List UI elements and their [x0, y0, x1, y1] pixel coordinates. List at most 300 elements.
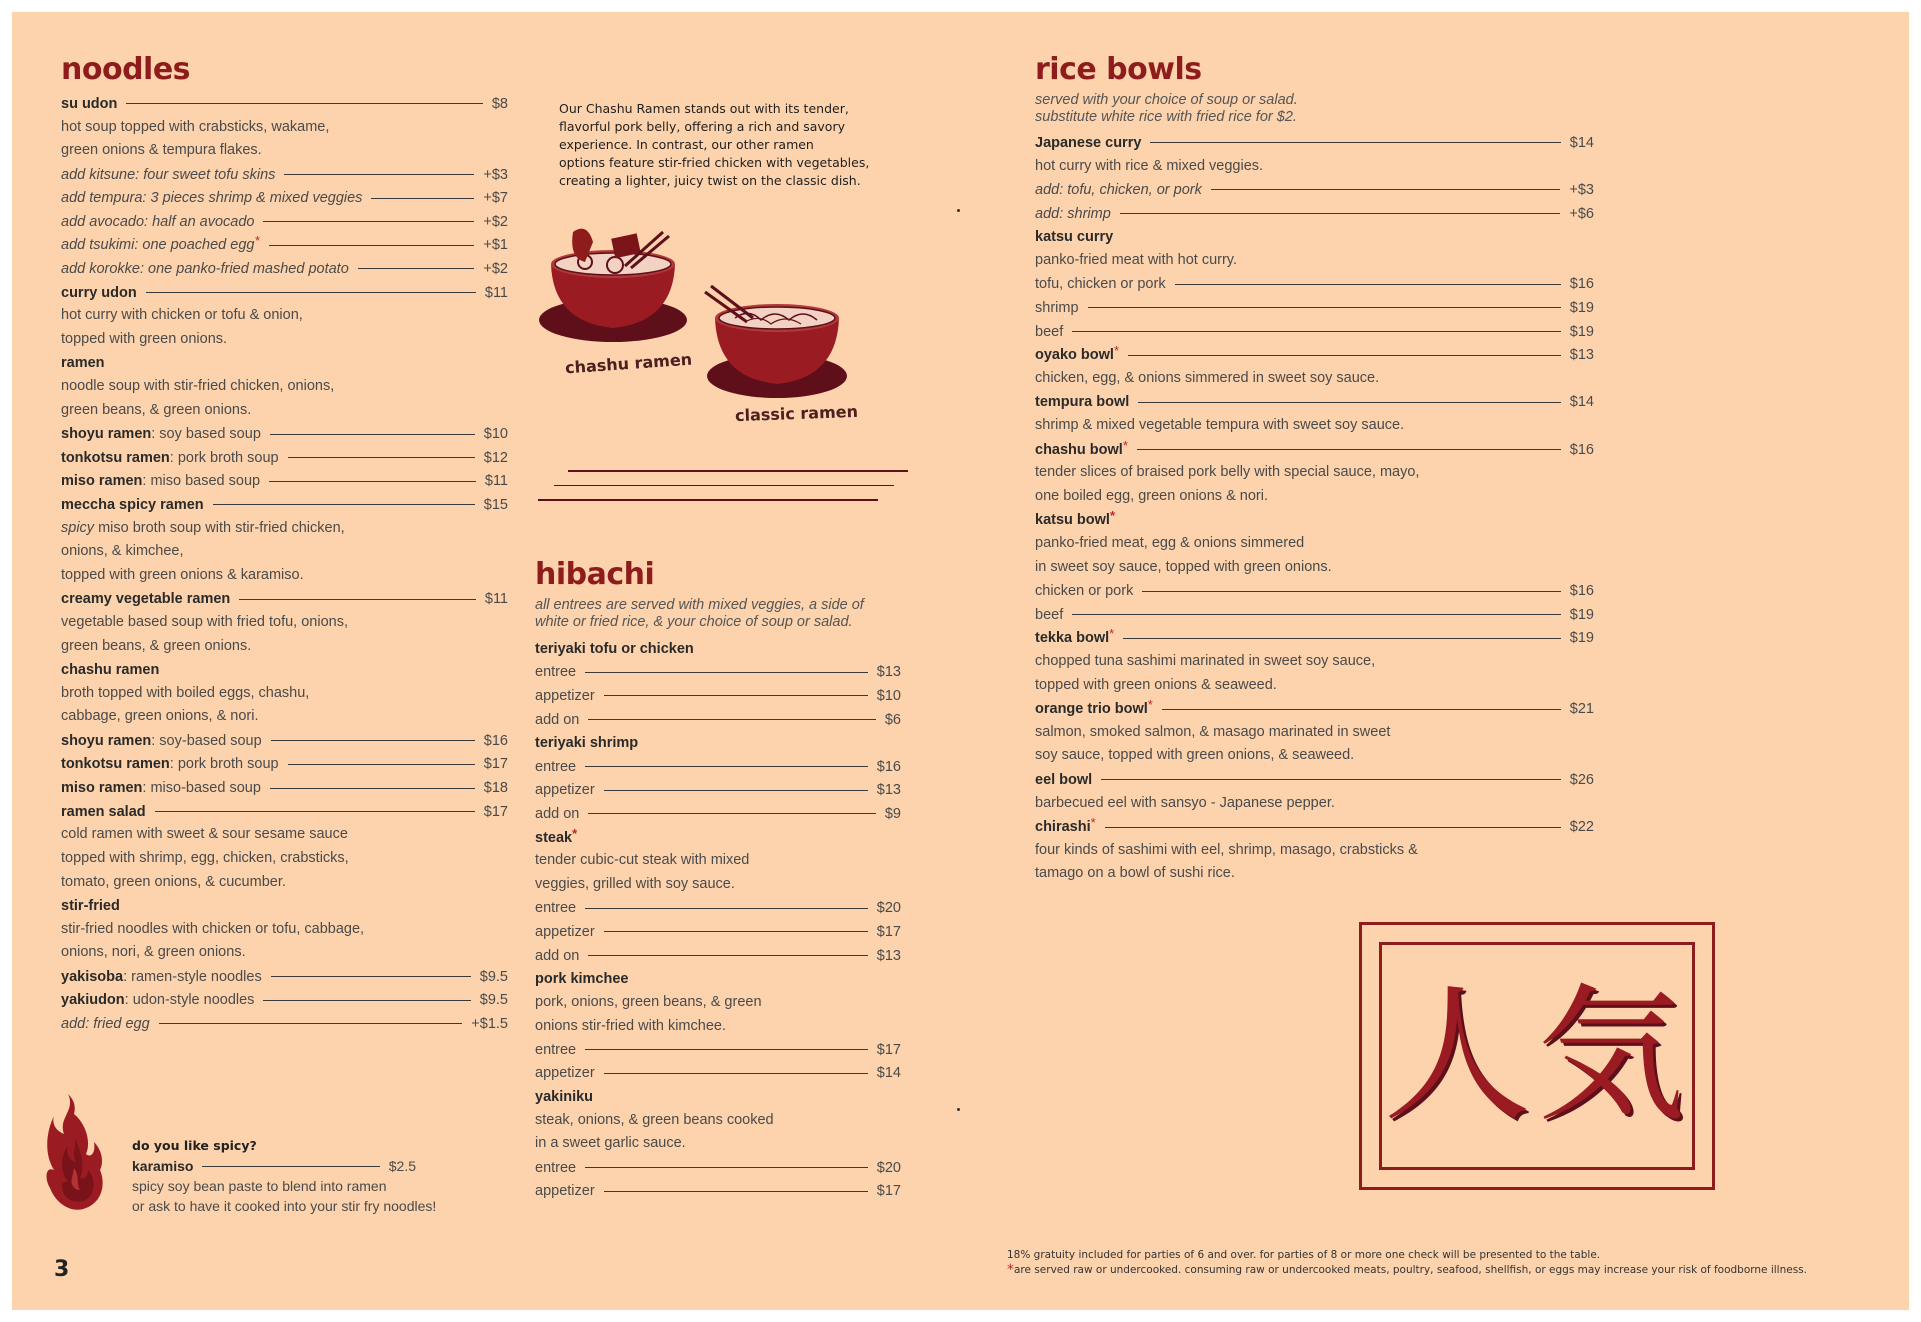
- item-name: [1035, 206, 1111, 222]
- raw-asterisk-icon: *: [254, 233, 260, 249]
- item-price: $20: [876, 1159, 901, 1176]
- item-name: [535, 924, 595, 940]
- item-name: [61, 898, 120, 914]
- item-name-text: add on: [535, 805, 580, 822]
- item-name-text: add: tofu, chicken, or pork: [1035, 181, 1202, 198]
- item-price: +$3: [483, 166, 508, 183]
- intro-line: options feature stir-fried chicken with vegetables,: [559, 155, 870, 170]
- item-price: $11: [484, 284, 508, 301]
- leader-line: [1120, 213, 1561, 214]
- classic-ramen-label: classic ramen: [734, 401, 859, 426]
- item-description: green onions & tempura flakes.: [61, 142, 262, 159]
- item-subtitle: : miso based soup: [142, 473, 261, 490]
- item-name: [535, 782, 595, 798]
- item-description: onions stir-fried with kimchee.: [535, 1017, 726, 1034]
- menu-item-add-on: [535, 802, 901, 826]
- item-description: stir-fried noodles with chicken or tofu, cabbage,: [61, 920, 365, 937]
- item-name-bold: creamy vegetable ramen: [61, 591, 231, 608]
- page-number: 3: [54, 1257, 70, 1282]
- menu-item-shoyu-ramen: [61, 422, 508, 446]
- menu-item-chashu-ramen: [61, 658, 508, 682]
- item-name-bold: yakiudon: [61, 992, 125, 1009]
- leader-line: [1072, 331, 1561, 332]
- item-name-text: beef: [1035, 606, 1064, 623]
- item-name-text: add korokke: one panko-fried mashed potato: [61, 260, 349, 277]
- item-description: cold ramen with sweet & sour sesame sauce: [61, 826, 348, 843]
- leader-line: [288, 764, 475, 765]
- item-description: panko-fried meat, egg & onions simmered: [1035, 535, 1305, 552]
- flame-icon: [46, 1092, 106, 1214]
- leader-line: [1088, 307, 1561, 308]
- item-price: $10: [483, 426, 508, 443]
- item-price: $14: [876, 1065, 901, 1082]
- leader-line: [146, 292, 476, 293]
- leader-line: [1137, 449, 1561, 450]
- item-name: [61, 591, 230, 607]
- item-description: four kinds of sashimi with eel, shrimp, masago, crabsticks &: [1035, 841, 1418, 858]
- item-name-text: appetizer: [535, 923, 595, 940]
- item-description: hot curry with rice & mixed veggies.: [1035, 157, 1264, 174]
- intro-line: Our Chashu Ramen stands out with its tender,: [559, 101, 849, 116]
- leader-line: [585, 1049, 868, 1050]
- menu-item-katsu-curry: [1035, 225, 1594, 249]
- leader-line: [358, 268, 475, 269]
- item-name: [535, 948, 579, 964]
- menu-item-miso-ramen: [61, 470, 508, 494]
- raw-asterisk-icon: *: [1147, 697, 1153, 713]
- item-name: [61, 780, 261, 796]
- item-description: green beans, & green onions.: [61, 637, 252, 654]
- item-name: [535, 1089, 593, 1105]
- item-description: chopped tuna sashimi marinated in sweet soy sauce,: [1035, 653, 1376, 670]
- item-description: green beans, & green onions.: [61, 401, 252, 418]
- leader-line: [269, 481, 476, 482]
- menu-item-ramen: [61, 352, 508, 376]
- rice-bowls-title: rice bowls: [1035, 52, 1202, 87]
- raw-warning: [1007, 1263, 1807, 1278]
- item-name-bold: ramen salad: [61, 803, 146, 820]
- menu-item-chicken-or-pork: [1035, 579, 1594, 603]
- item-price: $13: [1569, 347, 1594, 364]
- menu-item-entree: [535, 1156, 901, 1180]
- item-name-text: entree: [535, 900, 577, 917]
- item-name-bold: tekka bowl: [1035, 630, 1110, 647]
- item-description: steak, onions, & green beans cooked: [535, 1111, 774, 1128]
- item-name-text: add on: [535, 947, 580, 964]
- item-name-text: steak: [535, 829, 573, 846]
- item-description: one boiled egg, green onions & nori.: [1035, 487, 1268, 504]
- ramen-intro: [559, 100, 919, 190]
- item-price: +$3: [1569, 181, 1594, 198]
- item-name-text: beef: [1035, 323, 1064, 340]
- leader-line: [585, 1167, 868, 1168]
- item-description: tamago on a bowl of sushi rice.: [1035, 865, 1235, 882]
- leader-line: [604, 1073, 868, 1074]
- leader-line: [1138, 402, 1561, 403]
- item-description: vegetable based soup with fried tofu, onions,: [61, 614, 348, 631]
- menu-item-yakiniku: [535, 1085, 901, 1109]
- leader-line: [126, 103, 482, 104]
- item-name: [535, 688, 595, 704]
- item-name-text: entree: [535, 664, 577, 681]
- leader-line: [585, 672, 868, 673]
- menu-item-curry-udon: [61, 281, 508, 305]
- item-price: $16: [1569, 441, 1594, 458]
- item-price: $13: [876, 664, 901, 681]
- ramen-bowls-illustration: [539, 222, 919, 432]
- item-name-bold: tonkotsu ramen: [61, 449, 170, 466]
- hibachi-note-2: white or fried rice, & your choice of soup or salad.: [535, 614, 853, 630]
- item-description: topped with shrimp, egg, chicken, crabsticks,: [61, 850, 349, 866]
- item-name-text: appetizer: [535, 782, 595, 799]
- raw-asterisk-icon: *: [1109, 508, 1115, 524]
- raw-warning-text: are served raw or undercooked. consuming raw or undercooked meats, poultry, seafood, shellfish, or eggs may increase your risk of foodborne illness.: [1014, 1264, 1807, 1276]
- item-price: $6: [884, 711, 901, 728]
- item-price: $17: [483, 803, 508, 820]
- dot: [957, 1108, 960, 1111]
- footer-notes: [1007, 1248, 1807, 1278]
- menu-item-add-tempura-3-pieces-shrimp-mixed-veggies: [61, 186, 508, 210]
- item-name: [1035, 229, 1113, 245]
- item-name: [1035, 508, 1115, 529]
- item-price: $9: [884, 805, 901, 822]
- item-description: onions, nori, & green onions.: [61, 944, 246, 961]
- item-price: $19: [1569, 299, 1594, 316]
- item-name-bold: tempura bowl: [1035, 394, 1130, 411]
- item-name-bold: miso ramen: [61, 473, 143, 490]
- item-name-text: katsu bowl: [1035, 512, 1110, 529]
- item-price: $13: [876, 782, 901, 799]
- item-description: topped with green onions & seaweed.: [1035, 676, 1277, 693]
- item-name: [61, 992, 254, 1008]
- raw-asterisk-icon: *: [572, 825, 578, 841]
- item-name-bold: tonkotsu ramen: [61, 756, 170, 773]
- item-name: [535, 1065, 595, 1081]
- menu-item-entree: [535, 661, 901, 685]
- item-price: $17: [876, 923, 901, 940]
- item-subtitle: : miso-based soup: [142, 780, 261, 797]
- item-name: [535, 806, 579, 822]
- item-price: $19: [1569, 323, 1594, 340]
- menu-item-add-on: [535, 708, 901, 732]
- item-name: [61, 233, 260, 254]
- leader-line: [269, 245, 475, 246]
- item-description: shrimp & mixed vegetable tempura with sweet soy sauce.: [1035, 417, 1405, 434]
- menu-item-add-tofu-chicken-or-pork: [1035, 178, 1594, 202]
- item-name: [1035, 394, 1129, 410]
- item-name: [61, 662, 159, 678]
- menu-item-add-kitsune-four-sweet-tofu-skins: [61, 163, 508, 187]
- item-name: [1035, 135, 1141, 151]
- noodles-items: [61, 92, 508, 1036]
- item-name-text: katsu curry: [1035, 229, 1114, 246]
- leader-line: [1101, 779, 1561, 780]
- item-description: tender cubic-cut steak with mixed: [535, 852, 750, 869]
- menu-item-teriyaki-tofu-or-chicken: [535, 637, 901, 661]
- item-price: $14: [1569, 394, 1594, 411]
- item-name: [535, 825, 578, 846]
- item-price: $16: [483, 732, 508, 749]
- menu-item-appetizer: [535, 1062, 901, 1086]
- leader-line: [1150, 142, 1560, 143]
- menu-item-katsu-bowl: [1035, 509, 1594, 533]
- menu-item-entree: [535, 897, 901, 921]
- menu-item-yakisoba: [61, 965, 508, 989]
- item-price: +$7: [483, 190, 508, 207]
- item-price: $16: [876, 758, 901, 775]
- item-price: $9.5: [479, 992, 508, 1009]
- leader-line: [604, 1191, 868, 1192]
- item-name: [535, 1042, 576, 1058]
- item-name-text: add: fried egg: [61, 1015, 150, 1032]
- item-price: $19: [1569, 606, 1594, 623]
- item-name: [61, 96, 117, 112]
- menu-item-japanese-curry: [1035, 131, 1594, 155]
- raw-asterisk-icon: *: [1122, 437, 1128, 453]
- item-price: $17: [483, 756, 508, 773]
- menu-item-shrimp: [1035, 296, 1594, 320]
- item-price: $12: [483, 449, 508, 466]
- spicy-section: [46, 1092, 466, 1222]
- item-subtitle: : pork broth soup: [169, 449, 279, 466]
- menu-item-add-tsukimi-one-poached-egg: [61, 234, 508, 258]
- item-name: [1035, 772, 1092, 788]
- menu-item-beef: [1035, 603, 1594, 627]
- menu-item-creamy-vegetable-ramen: [61, 587, 508, 611]
- rice-note-2: substitute white rice with fried rice for $2.: [1035, 109, 1297, 125]
- leader-line: [284, 174, 474, 175]
- intro-line: flavorful pork belly, offering a rich and savory: [559, 119, 845, 134]
- leader-line: [1105, 827, 1561, 828]
- item-name-bold: chirashi: [1035, 819, 1091, 836]
- leader-line: [270, 788, 475, 789]
- item-description: topped with green onions.: [61, 330, 228, 347]
- item-price: +$6: [1569, 205, 1594, 222]
- item-name-text: add kitsune: four sweet tofu skins: [61, 166, 276, 183]
- noodles-section: [61, 52, 508, 1036]
- menu-item-orange-trio-bowl: [1035, 697, 1594, 721]
- spicy-title: do you like spicy?: [132, 1138, 257, 1153]
- item-name: [535, 1183, 595, 1199]
- item-name-text: yakiniku: [535, 1089, 594, 1106]
- hibachi-section: [535, 557, 901, 1203]
- leader-line: [604, 695, 868, 696]
- item-name: [1035, 815, 1096, 836]
- item-name-text: entree: [535, 1159, 577, 1176]
- item-price: $21: [1569, 701, 1594, 718]
- menu-item-chirashi: [1035, 815, 1594, 839]
- menu-item-appetizer: [535, 1180, 901, 1204]
- item-description: chicken, egg, & onions simmered in sweet soy sauce.: [1035, 369, 1380, 386]
- karamiso-price: $2.5: [388, 1158, 416, 1174]
- item-name: [535, 664, 576, 680]
- menu-item-tonkotsu-ramen: [61, 753, 508, 777]
- leader-line: [1128, 355, 1561, 356]
- item-price: $18: [483, 780, 508, 797]
- item-name: [535, 641, 694, 657]
- item-name: [1035, 343, 1120, 364]
- item-name-bold: shoyu ramen: [61, 732, 152, 749]
- item-name-text: entree: [535, 1041, 577, 1058]
- menu-item-meccha-spicy-ramen: [61, 493, 508, 517]
- menu-item-miso-ramen: [61, 776, 508, 800]
- leader-line: [1175, 284, 1561, 285]
- karamiso-desc-2: or ask to have it cooked into your stir fry noodles!: [132, 1197, 437, 1214]
- rice-bowls-section: [1035, 52, 1594, 886]
- item-name-text: appetizer: [535, 1065, 595, 1082]
- menu-item-appetizer: [535, 920, 901, 944]
- item-name-text: chicken or pork: [1035, 583, 1134, 600]
- item-description: hot curry with chicken or tofu & onion,: [61, 307, 303, 324]
- raw-asterisk-icon: *: [1109, 626, 1115, 642]
- menu-page: [12, 12, 1909, 1310]
- menu-item-add-avocado-half-an-avocado: [61, 210, 508, 234]
- item-price: +$1.5: [471, 1015, 508, 1032]
- item-name-text: appetizer: [535, 1183, 595, 1200]
- item-name-bold: Japanese curry: [1035, 134, 1142, 151]
- item-name: [61, 167, 275, 183]
- item-name: [1035, 697, 1153, 718]
- leader-line: [159, 1023, 463, 1024]
- item-name-text: teriyaki tofu or chicken: [535, 640, 694, 657]
- item-name-bold: eel bowl: [1035, 771, 1093, 788]
- item-description: salmon, smoked salmon, & masago marinated in sweet: [1035, 723, 1391, 740]
- menu-item-shoyu-ramen: [61, 729, 508, 753]
- item-subtitle: : ramen-style noodles: [123, 968, 262, 985]
- item-price: $15: [483, 496, 508, 513]
- item-name: [61, 214, 254, 230]
- item-name-text: pork kimchee: [535, 971, 629, 988]
- leader-line: [604, 931, 868, 932]
- noodles-title: noodles: [61, 52, 191, 87]
- item-name: [61, 1016, 150, 1032]
- leader-line: [155, 811, 475, 812]
- divider-line: [554, 485, 894, 486]
- menu-item-tekka-bowl: [1035, 626, 1594, 650]
- karamiso-row: [132, 1155, 416, 1177]
- item-price: $9.5: [479, 968, 508, 985]
- item-price: $17: [876, 1183, 901, 1200]
- dot: [957, 209, 960, 212]
- item-name-text: tofu, chicken or pork: [1035, 276, 1166, 293]
- item-name: [535, 971, 629, 987]
- item-name-text: appetizer: [535, 687, 595, 704]
- menu-item-entree: [535, 1038, 901, 1062]
- item-price: +$2: [483, 260, 508, 277]
- leader-line: [1142, 591, 1560, 592]
- chashu-ramen-label: chashu ramen: [564, 349, 693, 378]
- menu-item-yakiudon: [61, 989, 508, 1013]
- item-name: [61, 450, 279, 466]
- item-description: cabbage, green onions, & nori.: [61, 708, 259, 725]
- leader-line: [588, 813, 876, 814]
- item-name-text: teriyaki shrimp: [535, 735, 639, 752]
- item-description: broth topped with boiled eggs, chashu,: [61, 684, 310, 701]
- item-name-text: add: shrimp: [1035, 205, 1111, 222]
- item-name-bold: su udon: [61, 95, 118, 112]
- intro-text: [559, 100, 919, 190]
- description-emphasis: spicy: [61, 519, 95, 536]
- leader-line: [271, 976, 471, 977]
- item-name-text: ramen: [61, 355, 105, 372]
- leader-line: [588, 719, 876, 720]
- gratuity-note: 18% gratuity included for parties of 6 and over. for parties of 8 or more one check will be presented to the table.: [1007, 1249, 1601, 1261]
- item-description: pork, onions, green beans, & green: [535, 993, 762, 1010]
- item-price: $17: [876, 1041, 901, 1058]
- item-price: $22: [1569, 819, 1594, 836]
- leader-line: [604, 790, 868, 791]
- item-name: [1035, 437, 1128, 458]
- rice-bowls-items: [1035, 131, 1594, 886]
- raw-asterisk-icon: *: [1113, 343, 1120, 359]
- item-price: $26: [1569, 771, 1594, 788]
- item-price: $16: [1569, 276, 1594, 293]
- hibachi-items: [535, 637, 901, 1203]
- item-name-bold: shoyu ramen: [61, 426, 152, 443]
- menu-item-su-udon: [61, 92, 508, 116]
- menu-item-tofu-chicken-or-pork: [1035, 273, 1594, 297]
- item-name-text: stir-fried: [61, 897, 120, 914]
- menu-item-oyako-bowl: [1035, 343, 1594, 367]
- item-name-bold: miso ramen: [61, 780, 143, 797]
- item-description: noodle soup with stir-fried chicken, onions,: [61, 378, 335, 395]
- item-name: [61, 497, 204, 513]
- asterisk: *: [1007, 1262, 1014, 1278]
- menu-item-appetizer: [535, 684, 901, 708]
- item-price: $11: [484, 473, 508, 490]
- item-name: [535, 712, 579, 728]
- leader-line: [239, 599, 476, 600]
- menu-item-appetizer: [535, 779, 901, 803]
- item-name: [61, 355, 105, 371]
- item-description: hot soup topped with crabsticks, wakame,: [61, 118, 330, 135]
- item-description: in a sweet garlic sauce.: [535, 1135, 686, 1152]
- menu-item-beef: [1035, 320, 1594, 344]
- leader-line: [1123, 638, 1561, 639]
- menu-item-add-shrimp: [1035, 202, 1594, 226]
- intro-line: experience. In contrast, our other ramen: [559, 137, 814, 152]
- item-description: in sweet soy sauce, topped with green onions.: [1035, 558, 1332, 575]
- item-name: [61, 426, 261, 442]
- menu-item-entree: [535, 755, 901, 779]
- item-name: [61, 190, 362, 206]
- leader-line: [588, 955, 867, 956]
- hibachi-note-1: all entrees are served with mixed veggies, a side of: [535, 597, 864, 613]
- popular-stamp: [1359, 922, 1715, 1190]
- item-price: +$2: [483, 213, 508, 230]
- leader-line: [263, 221, 474, 222]
- item-name-text: shrimp: [1035, 299, 1079, 316]
- item-price: $10: [876, 687, 901, 704]
- item-name-text: add avocado: half an avocado: [61, 213, 255, 230]
- karamiso-desc-1: spicy soy bean paste to blend into ramen: [132, 1178, 387, 1194]
- leader-line: [288, 457, 475, 458]
- menu-item-add-korokke-one-panko-fried-mashed-potato: [61, 257, 508, 281]
- item-name-text: add on: [535, 711, 580, 728]
- item-subtitle: : soy based soup: [151, 426, 261, 443]
- item-name: [535, 900, 576, 916]
- item-name: [1035, 300, 1079, 316]
- item-name-text: add tempura: 3 pieces shrimp & mixed veggies: [61, 190, 363, 207]
- item-name: [1035, 324, 1063, 340]
- menu-item-tonkotsu-ramen: [61, 446, 508, 470]
- raw-asterisk-icon: *: [1090, 815, 1096, 831]
- menu-item-ramen-salad: [61, 800, 508, 824]
- item-name: [61, 804, 146, 820]
- item-description: panko-fried meat with hot curry.: [1035, 251, 1238, 268]
- menu-item-pork-kimchee: [535, 967, 901, 991]
- menu-item-eel-bowl: [1035, 768, 1594, 792]
